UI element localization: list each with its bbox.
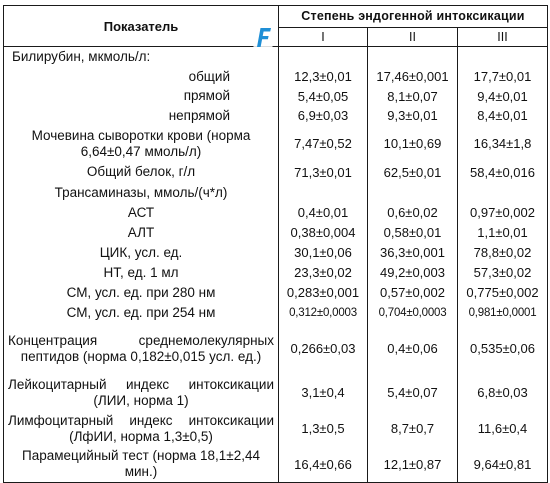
cell-degree-1: 7,47±0,52 [279, 126, 368, 162]
cell-degree-3: 78,8±0,02 [458, 243, 548, 263]
table-row [4, 283, 548, 303]
cell-degree-1: 23,3±0,02 [279, 263, 368, 283]
table-row [4, 223, 548, 243]
cell-degree-1: 71,3±0,01 [279, 162, 368, 183]
row-label: общий [4, 67, 279, 87]
cell-degree-1: 30,1±0,06 [279, 243, 368, 263]
cell-degree-3: 0,775±0,002 [458, 283, 548, 303]
cell-degree-1 [279, 47, 368, 67]
table-row [4, 411, 548, 447]
row-label: непрямой [4, 106, 279, 126]
f-logo-icon [248, 22, 278, 52]
cell-degree-2: 0,4±0,06 [368, 323, 458, 375]
cell-degree-1: 6,9±0,03 [279, 106, 368, 126]
row-label: Лимфоцитарный индекс интоксикации (ЛфИИ, норма 1,3±0,5) [4, 411, 279, 447]
intoxication-table [3, 5, 548, 483]
cell-degree-2 [368, 183, 458, 203]
table-row [4, 203, 548, 223]
cell-degree-3: 16,34±1,8 [458, 126, 548, 162]
cell-degree-2: 36,3±0,001 [368, 243, 458, 263]
cell-degree-3: 8,4±0,01 [458, 106, 548, 126]
cell-degree-2: 8,7±0,7 [368, 411, 458, 447]
cell-degree-2: 0,704±0,0003 [368, 303, 458, 323]
cell-degree-1: 1,3±0,5 [279, 411, 368, 447]
row-label: НТ, ед. 1 мл [4, 263, 279, 283]
cell-degree-3: 9,4±0,01 [458, 87, 548, 106]
cell-degree-1: 0,283±0,001 [279, 283, 368, 303]
cell-degree-3: 0,981±0,0001 [458, 303, 548, 323]
cell-degree-1 [279, 183, 368, 203]
row-label: СМ, усл. ед. при 280 нм [4, 283, 279, 303]
cell-degree-2: 0,6±0,02 [368, 203, 458, 223]
cell-degree-1: 0,4±0,01 [279, 203, 368, 223]
cell-degree-3: 6,8±0,03 [458, 375, 548, 411]
table-row [4, 243, 548, 263]
row-label: Лейкоцитарный индекс интоксикации (ЛИИ, норма 1) [4, 375, 279, 411]
row-label: Билирубин, мкмоль/л: [4, 47, 279, 67]
row-label: Трансаминазы, ммоль/(ч*л) [4, 183, 279, 203]
cell-degree-1: 12,3±0,01 [279, 67, 368, 87]
cell-degree-3: 11,6±0,4 [458, 411, 548, 447]
header-indicator: Показатель [4, 6, 279, 47]
cell-degree-2: 8,1±0,07 [368, 87, 458, 106]
cell-degree-2 [368, 47, 458, 67]
header-degree-1: I [279, 27, 368, 46]
cell-degree-2: 17,46±0,001 [368, 67, 458, 87]
row-label: Общий белок, г/л [4, 162, 279, 183]
cell-degree-1: 3,1±0,4 [279, 375, 368, 411]
cell-degree-1: 0,312±0,0003 [279, 303, 368, 323]
cell-degree-3: 1,1±0,01 [458, 223, 548, 243]
cell-degree-3: 58,4±0,016 [458, 162, 548, 183]
table-row [4, 447, 548, 483]
table-row [4, 183, 548, 203]
cell-degree-1: 0,38±0,004 [279, 223, 368, 243]
header-degree-3: III [458, 27, 548, 46]
cell-degree-2: 12,1±0,87 [368, 447, 458, 483]
row-label: СМ, усл. ед. при 254 нм [4, 303, 279, 323]
row-label: Парамецийный тест (норма 18,1±2,44 мин.) [4, 447, 279, 483]
header-degree-2: II [368, 27, 458, 46]
cell-degree-2: 62,5±0,01 [368, 162, 458, 183]
table-row [4, 106, 548, 126]
row-label: Мочевина сыворотки крови (норма 6,64±0,47 ммоль/л) [4, 126, 279, 162]
cell-degree-3 [458, 183, 548, 203]
table-row [4, 126, 548, 162]
table-row [4, 87, 548, 106]
row-label: ЦИК, усл. ед. [4, 243, 279, 263]
cell-degree-2: 0,57±0,002 [368, 283, 458, 303]
header-degree: Степень эндогенной интоксикации [279, 6, 548, 28]
table-row [4, 375, 548, 411]
cell-degree-3: 0,535±0,06 [458, 323, 548, 375]
cell-degree-2: 10,1±0,69 [368, 126, 458, 162]
table-row [4, 67, 548, 87]
row-label: АЛТ [4, 223, 279, 243]
cell-degree-2: 5,4±0,07 [368, 375, 458, 411]
row-label: Концентрация среднемолекулярных пептидов (норма 0,182±0,015 усл. ед.) [4, 323, 279, 375]
cell-degree-2: 9,3±0,01 [368, 106, 458, 126]
table-row [4, 323, 548, 375]
cell-degree-1: 5,4±0,05 [279, 87, 368, 106]
cell-degree-3: 17,7±0,01 [458, 67, 548, 87]
cell-degree-3: 0,97±0,002 [458, 203, 548, 223]
table-row [4, 263, 548, 283]
row-label: АСТ [4, 203, 279, 223]
cell-degree-3 [458, 47, 548, 67]
table-row [4, 162, 548, 183]
cell-degree-1: 0,266±0,03 [279, 323, 368, 375]
row-label: прямой [4, 87, 279, 106]
cell-degree-1: 16,4±0,66 [279, 447, 368, 483]
cell-degree-2: 49,2±0,003 [368, 263, 458, 283]
cell-degree-3: 9,64±0,81 [458, 447, 548, 483]
cell-degree-3: 57,3±0,02 [458, 263, 548, 283]
cell-degree-2: 0,58±0,01 [368, 223, 458, 243]
table-row [4, 303, 548, 323]
